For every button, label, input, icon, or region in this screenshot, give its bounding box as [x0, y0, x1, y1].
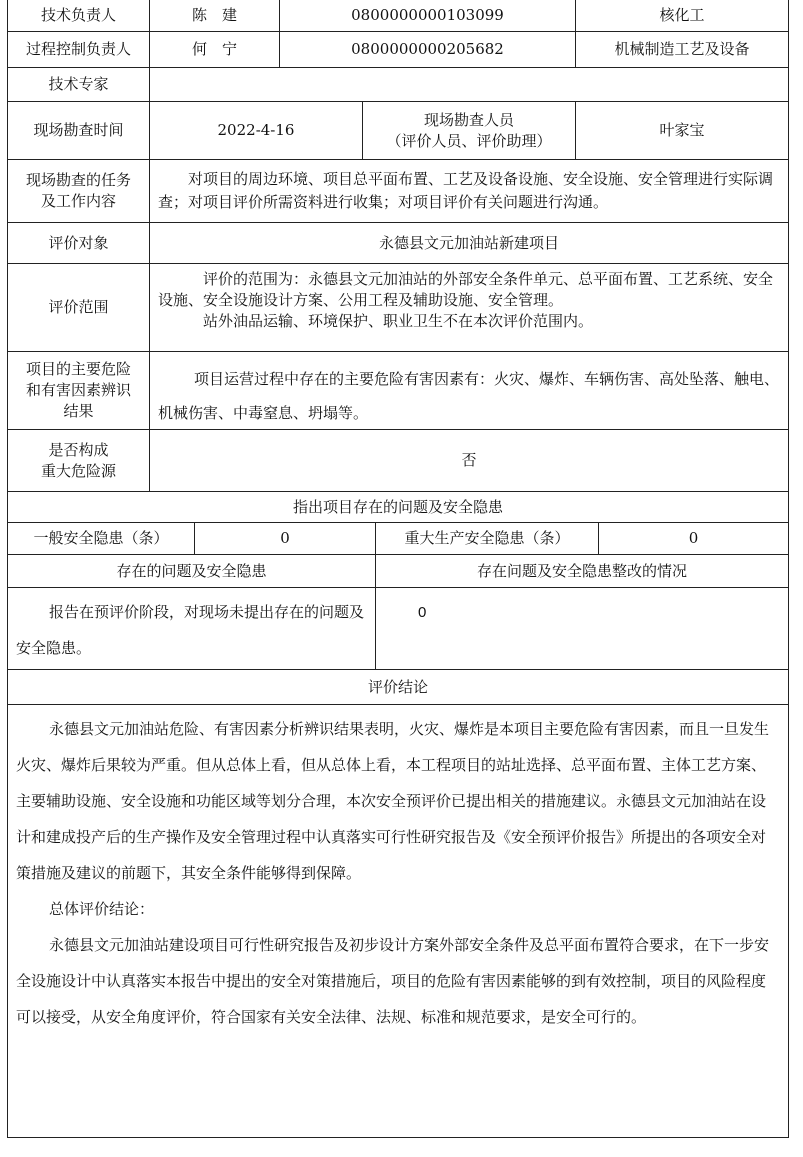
- survey-time-label: 现场勘查时间: [7, 101, 150, 160]
- issue-text: 报告在预评价阶段，对现场未提出存在的问题及安全隐患。: [7, 587, 376, 670]
- tech-lead-name: 陈 建: [149, 0, 280, 32]
- process-lead-specialty: 机械制造工艺及设备: [575, 31, 789, 68]
- issue-column-header: 存在的问题及安全隐患: [7, 554, 376, 588]
- survey-staff-label: 现场勘查人员 （评价人员、评价助理）: [362, 101, 576, 160]
- expert-value: [149, 67, 789, 102]
- scope-label: 评价范围: [7, 263, 150, 352]
- major-hazard-value: 否: [149, 429, 789, 492]
- object-value: 永德县文元加油站新建项目: [149, 222, 789, 264]
- tech-lead-specialty: 核化工: [575, 0, 789, 32]
- general-hazard-count: 0: [194, 522, 376, 555]
- general-hazard-label: 一般安全隐患（条）: [7, 522, 195, 555]
- process-lead-name: 何 宁: [149, 31, 280, 68]
- rectify-text: 0: [375, 587, 789, 670]
- major-hazard-count: 0: [598, 522, 789, 555]
- survey-staff-name: 叶家宝: [575, 101, 789, 160]
- task-label: 现场勘查的任务 及工作内容: [7, 159, 150, 223]
- major-hazard-count-label: 重大生产安全隐患（条）: [375, 522, 599, 555]
- tech-lead-label: 技术负责人: [7, 0, 150, 32]
- tech-lead-id: 0800000000103099: [279, 0, 576, 32]
- conclusion-body: 永德县文元加油站危险、有害因素分析辨识结果表明，火灾、爆炸是本项目主要危险有害因素，而且一旦发生火灾、爆炸后果较为严重。但从总体上看，但从总体上看，本工程项目的站址选择、总平面布置、主体工艺方案、主要辅助设施、安全设施和功能区域等划分合理，本次安全预评价已提出相关的措施建议。永德县文元加油站在设计和建成投产后的生产操作及安全管理过程中认真落实可行性研究报告及《安全预评价报告》所提出的各项安全对策措施及建议的前题下，其安全条件能够得到保障。 总体评价结论： 永德县文元加油站建设项目可行性研究报告及初步设计方案外部安全条件及总平面布置符合要求，在下一步安全设施设计中认真落实本报告中提出的安全对策措施后，项目的危险有害因素能够的到有效控制，项目的风险程度可以接受，从安全角度评价，符合国家有关安全法律、法规、标准和规范要求，是安全可行的。: [7, 704, 789, 1138]
- hazard-text: 项目运营过程中存在的主要危险有害因素有：火灾、爆炸、车辆伤害、高处坠落、触电、机械伤害、中毒窒息、坍塌等。: [149, 351, 789, 430]
- task-text: 对项目的周边环境、项目总平面布置、工艺及设备设施、安全设施、安全管理进行实际调查；对项目评价所需资料进行收集；对项目评价有关问题进行沟通。: [149, 159, 789, 223]
- rectify-column-header: 存在问题及安全隐患整改的情况: [375, 554, 789, 588]
- expert-label: 技术专家: [7, 67, 150, 102]
- process-lead-id: 0800000000205682: [279, 31, 576, 68]
- process-lead-label: 过程控制负责人: [7, 31, 150, 68]
- conclusion-header: 评价结论: [7, 669, 789, 705]
- survey-date: 2022-4-16: [149, 101, 363, 160]
- hazard-label: 项目的主要危险 和有害因素辨识 结果: [7, 351, 150, 430]
- object-label: 评价对象: [7, 222, 150, 264]
- issues-header: 指出项目存在的问题及安全隐患: [7, 491, 789, 523]
- major-hazard-label: 是否构成 重大危险源: [7, 429, 150, 492]
- scope-text: 评价的范围为：永德县文元加油站的外部安全条件单元、总平面布置、工艺系统、安全设施、安全设施设计方案、公用工程及辅助设施、安全管理。 站外油品运输、环境保护、职业卫生不在本次评价范围内。: [149, 263, 789, 352]
